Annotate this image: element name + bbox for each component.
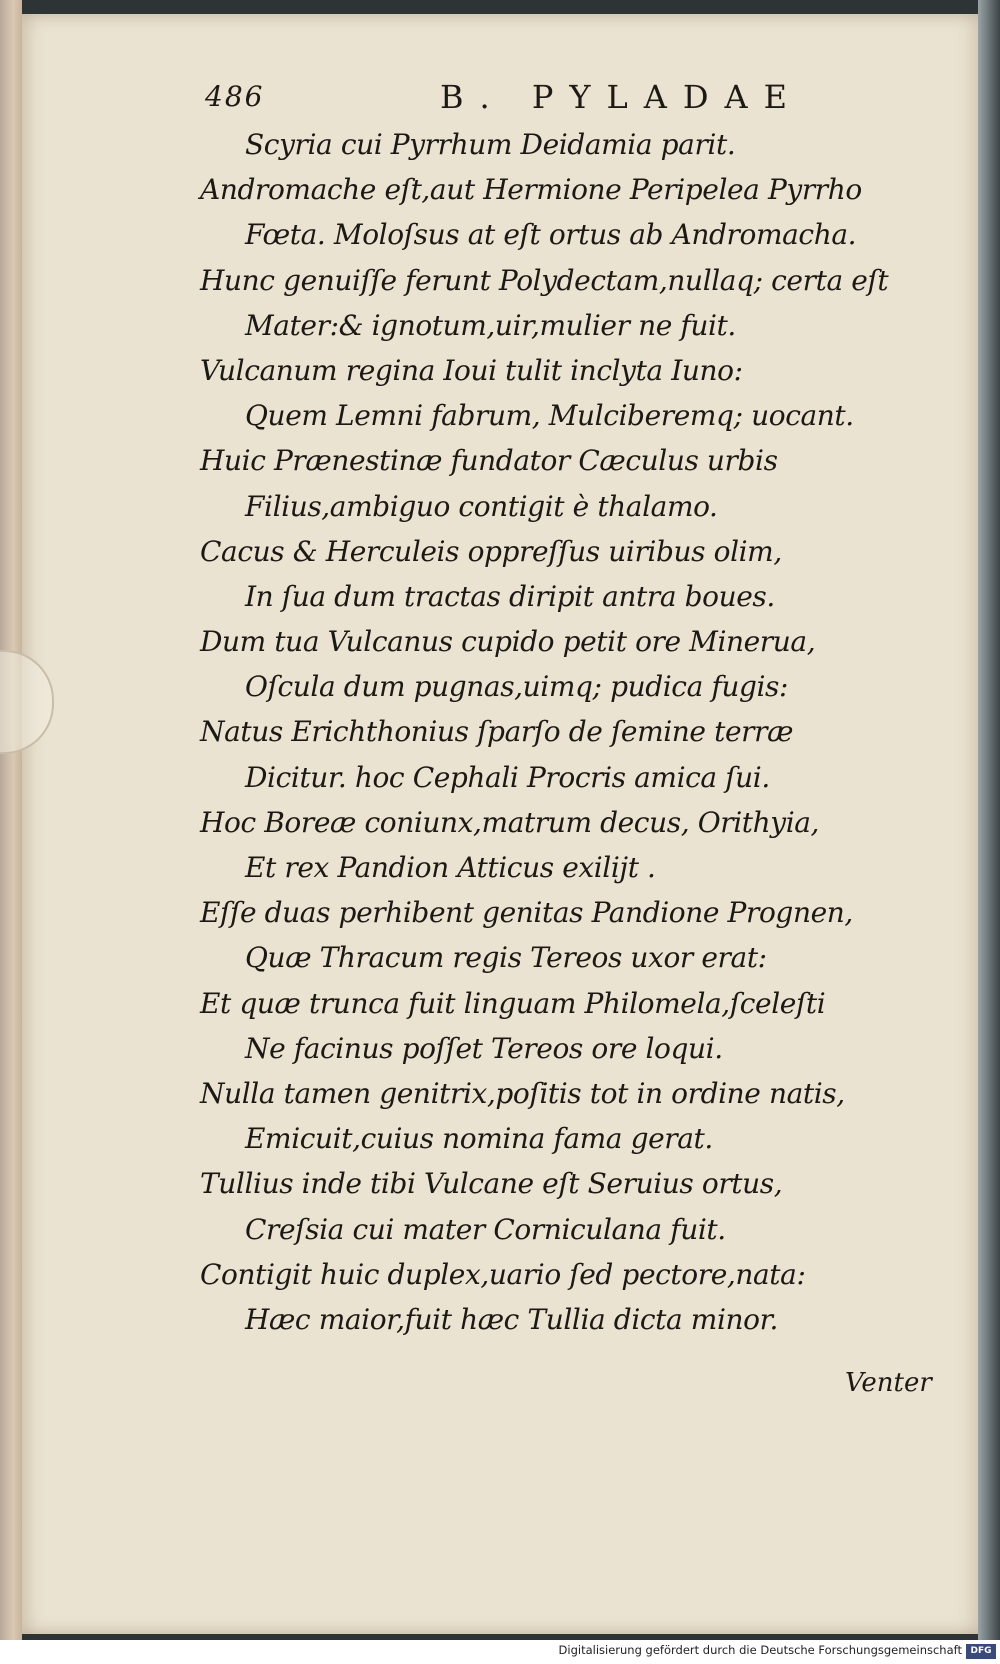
verse-line: Oſcula dum pugnas,uimq; pudica fugis:	[245, 670, 789, 704]
running-title: B. PYLADAE	[440, 78, 803, 116]
verse-line: Hæc maior,fuit hæc Tullia dicta minor.	[245, 1302, 779, 1336]
dfg-logo: DFG	[966, 1644, 996, 1659]
verse-line: Et quæ trunca fuit linguam Philomela,ſceleſti	[200, 986, 826, 1020]
verse-line: Eſſe duas perhibent genitas Pandione Prognen,	[200, 896, 853, 930]
page-right-edge	[978, 0, 1000, 1640]
verse-line: Creſsia cui mater Corniculana fuit.	[245, 1212, 726, 1246]
verse-line: Fœta. Moloſsus at eſt ortus ab Andromacha.	[245, 218, 857, 252]
verse-line: Filius,ambiguo contigit è thalamo.	[245, 489, 718, 523]
verse-line: Andromache eſt,aut Hermione Peripelea Pyrrho	[200, 173, 862, 207]
verse-line: Quem Lemni fabrum, Mulciberemq; uocant.	[245, 399, 854, 433]
footer-credit: Digitalisierung gefördert durch die Deutsche Forschungsgemeinschaft	[558, 1643, 962, 1657]
page-left-edge	[0, 0, 22, 1640]
verse-line: Natus Erichthonius ſparſo de ſemine terræ	[200, 715, 794, 749]
verse-line: Dum tua Vulcanus cupido petit ore Minerua,	[200, 625, 816, 659]
verse-line: Tullius inde tibi Vulcane eſt Seruius ortus,	[200, 1167, 783, 1201]
page-number: 486	[205, 80, 265, 113]
catchword: Venter	[845, 1368, 932, 1398]
verse-line: Et rex Pandion Atticus exilijt .	[245, 851, 656, 884]
verse-list	[200, 122, 920, 1342]
verse-line: In ſua dum tractas diripit antra boues.	[245, 579, 775, 613]
verse-line: Hunc genuiſſe ferunt Polydectam,nullaq; certa eſt	[200, 263, 889, 297]
digitization-footer	[0, 1640, 1000, 1664]
page-header	[205, 78, 865, 118]
verse-line: Contigit huic duplex,uario ſed pectore,nata:	[200, 1257, 806, 1291]
verse-line: Quæ Thracum regis Tereos uxor erat:	[245, 941, 767, 975]
verse-line: Dicitur. hoc Cephali Procris amica ſui.	[245, 760, 770, 794]
verse-line: Ne facinus poſſet Tereos ore loqui.	[245, 1031, 723, 1065]
verse-line: Hoc Boreæ coniunx,matrum decus, Orithyia,	[200, 805, 820, 839]
verse-line: Nulla tamen genitrix,poſitis tot in ordine natis,	[200, 1076, 845, 1110]
verse-line: Mater:& ignotum,uir,mulier ne fuit.	[245, 308, 736, 342]
verse-line: Cacus & Herculeis oppreſſus uiribus olim,	[200, 534, 782, 568]
verse-line: Vulcanum regina Ioui tulit inclyta Iuno:	[200, 353, 743, 387]
verse-line: Huic Prænestinæ fundator Cæculus urbis	[200, 444, 778, 478]
verse-line: Emicuit,cuius nomina fama gerat.	[245, 1122, 713, 1156]
verse-line: Scyria cui Pyrrhum Deidamia parit.	[245, 128, 736, 161]
